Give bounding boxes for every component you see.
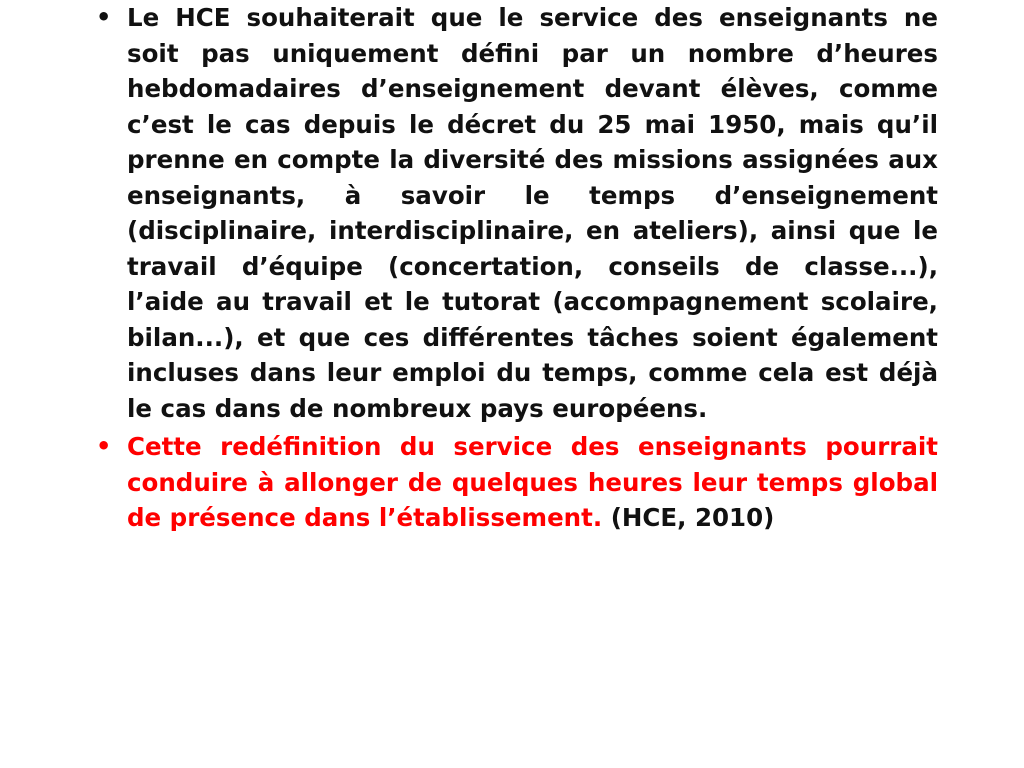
bullet-text: Cette redéfinition du service des enseignants pourrait conduire à allonger de quelques heures leur temps global de présence dans l’établissement. xyxy=(127,432,938,532)
bullet-list xyxy=(96,0,938,539)
bullet-text: Le HCE souhaiterait que le service des enseignants ne soit pas uniquement défini par un nombre d’heures hebdomadaires d’enseignement devant élèves, comme c’est le cas depuis le décret du 25 mai 1950, mais qu’il prenne en compte la diversité des missions assignées aux enseignants, à savoir le temps d’enseignement (disciplinaire, interdisciplinaire, en ateliers), ainsi que le travail d’équipe (concertation, conseils de classe...), l’aide au travail et le tutorat (accompagnement scolaire, bilan...), et que ces différentes tâches soient également incluses dans leur emploi du temps, comme cela est déjà le cas dans de nombreux pays européens. xyxy=(127,3,938,423)
bullet-text-wrapper xyxy=(127,429,938,536)
citation: (HCE, 2010) xyxy=(610,503,775,532)
bullet-item-service-redefinition xyxy=(96,429,938,536)
bullet-icon: • xyxy=(96,3,112,31)
bullet-item-hce-proposal xyxy=(96,0,938,426)
bullet-icon: • xyxy=(96,432,112,460)
